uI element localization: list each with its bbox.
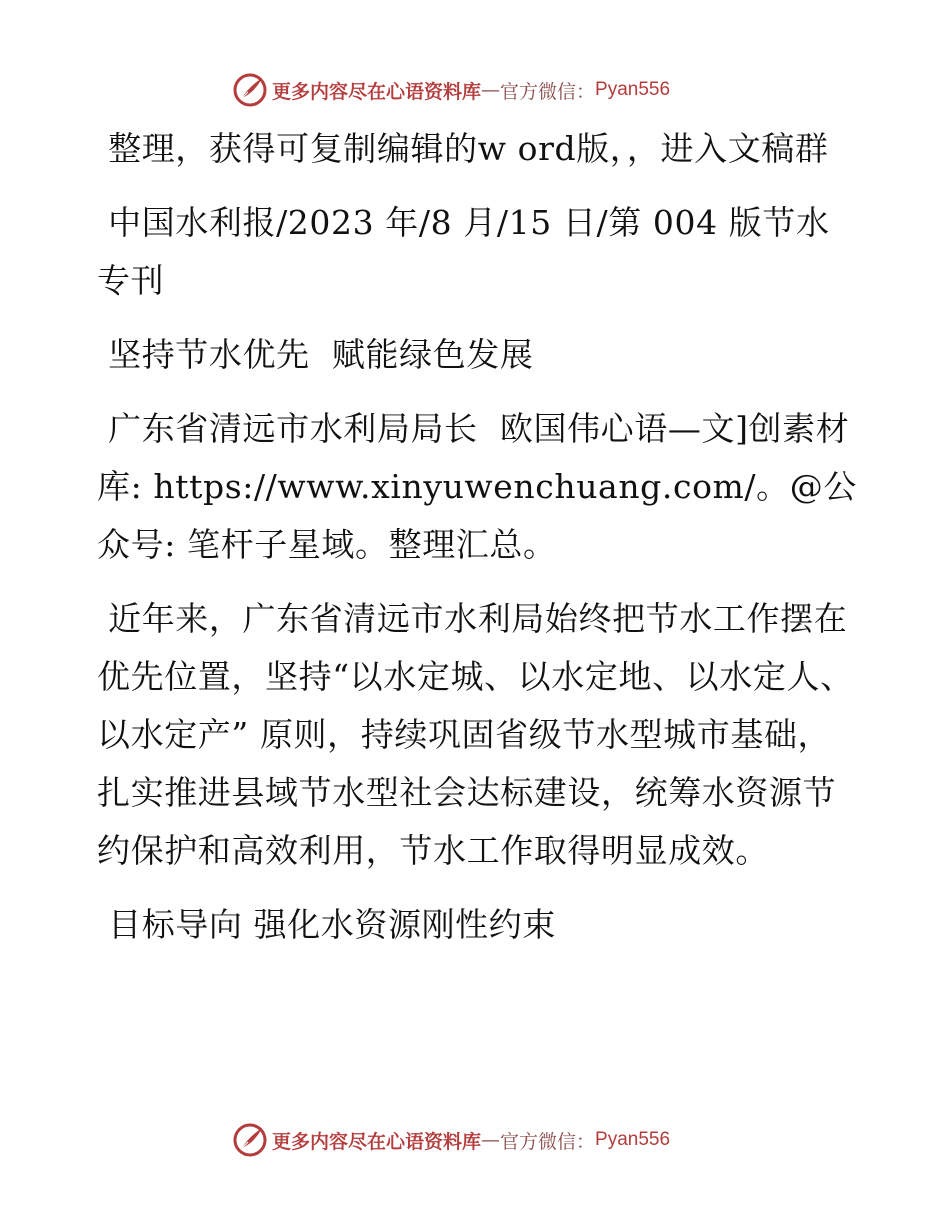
feather-pen-circle-icon xyxy=(232,72,268,108)
paragraph-source: 中国水利报/2023 年/8 月/15 日/第 004 版节水专刊 xyxy=(97,203,830,300)
watermark-dash: — xyxy=(481,1129,501,1151)
paragraph-section-heading: 目标导向 强化水资源刚性约束 xyxy=(97,905,556,944)
watermark-site-text: 更多内容尽在心语资料库 xyxy=(272,80,482,103)
paragraph-intro: 近年来，广东省清远市水利局始终把节水工作摆在优先位置，坚持“以水定城、以水定地、以水定人、以水定产” 原则，持续巩固省级节水型城市基础，扎实推进县域节水型社会达标建设，统筹水资源节约保护和高效利用，节水工作取得明显成效。 xyxy=(97,599,854,870)
watermark-account: Pyan556 xyxy=(595,1129,671,1150)
feather-pen-circle-icon xyxy=(232,1122,268,1158)
watermark-label: 官方微信： xyxy=(500,80,596,103)
header-watermark xyxy=(232,70,670,110)
watermark-label: 官方微信： xyxy=(500,1130,596,1153)
paragraph-author: 广东省清远市水利局局长 欧国伟心语—文]创素材库: https://www.xinyuwenchuang.com/。@公众号: 笔杆子星域。整理汇总。 xyxy=(97,409,857,564)
watermark-dash: — xyxy=(481,79,501,101)
document-body xyxy=(97,120,857,970)
paragraph-title: 坚持节水优先 赋能绿色发展 xyxy=(97,335,534,374)
paragraph-note: 整理，获得可复制编辑的w ord版，，进入文稿群 xyxy=(97,129,829,168)
footer-watermark xyxy=(232,1120,670,1160)
watermark-account: Pyan556 xyxy=(595,79,671,100)
watermark-site-text: 更多内容尽在心语资料库 xyxy=(272,1130,482,1153)
